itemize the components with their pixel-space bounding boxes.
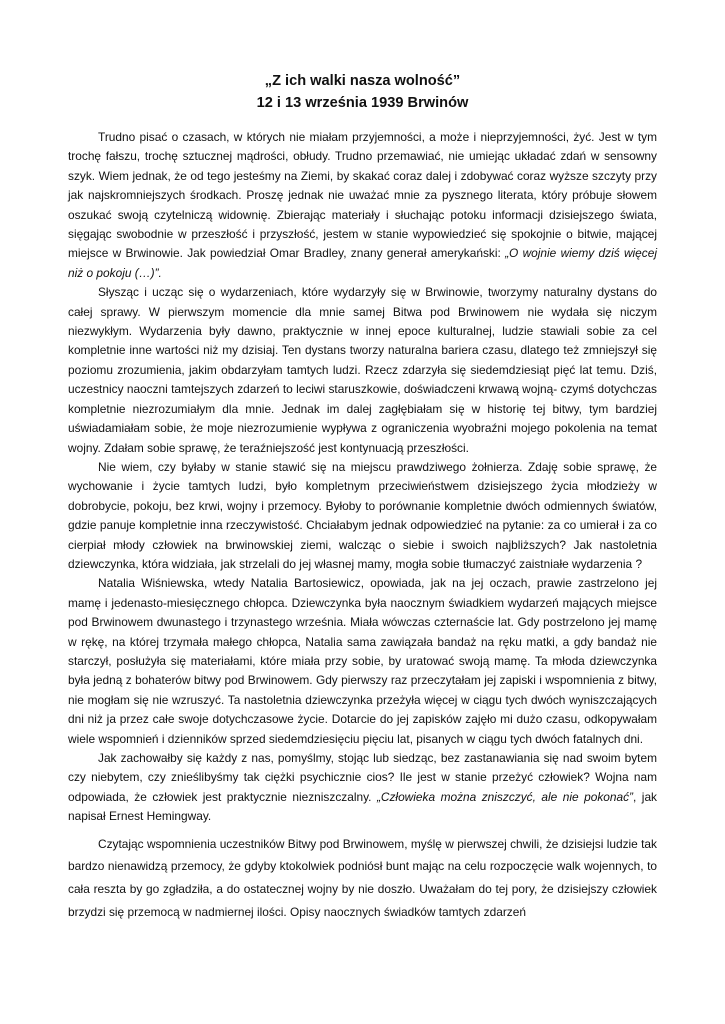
- paragraph-text: Nie wiem, czy byłaby w stanie stawić się na miejscu prawdziwego żołnierza. Zdaję sobie sprawę, że wychowanie i życie tamtych ludzi, było kompletnym przeciwieństwem dzisiejszego życia młodzieży w dobrobycie, pokoju, bez krwi, wojny i przemocy. Byłoby to porównanie kompletnie dwóch odmiennych światów, gdzie panuje kompletnie inna rzeczywistość. Chciałabym jednak odpowiedzieć na pytanie: za co umierał i za co cierpiał młody człowiek na brwinowskiej ziemi, walcząc o siebie i swoich najbliższych? Jak nastoletnia dziewczynka, która widziała, jak strzelali do jej własnej mamy, mogła sobie tłumaczyć zaistniałe wydarzenia ?: [68, 459, 657, 571]
- paragraph-text: Słysząc i ucząc się o wydarzeniach, które wydarzyły się w Brwinowie, tworzymy naturalny dystans do całej sprawy. W pierwszym momencie dla mnie samej Bitwa pod Brwinowem nie wydała się niczym niezwykłym. Wydarzenia były dawno, praktycznie w innej epoce kulturalnej, ludzie stawiali sobie za cel kompletnie inne wartości niż my dzisiaj. Ten dystans tworzy naturalna bariera czasu, dlatego też zmniejszył się poziomu zrozumienia, jakim obdarzyłam tamtych ludzi. Rzecz zdarzyła się siedemdziesiąt pięć lat temu. Dziś, uczestnicy naoczni tamtejszych zdarzeń to leciwi staruszkowie, doświadczeni krwawą wojną- czymś dotychczas kompletnie niezrozumiałym dla mnie. Jednak im dalej zagłębiałam się w historię tej bitwy, tym bardziej uświadamiałam sobie, że moje niezrozumienie wypływa z ograniczenia wyobraźni mojego pokolenia na temat wojny. Zdałam sobie sprawę, że teraźniejszość jest kontynuacją przeszłości.: [68, 285, 657, 455]
- paragraph: [68, 458, 657, 574]
- paragraph-text: Czytając wspomnienia uczestników Bitwy pod Brwinowem, myślę w pierwszej chwili, że dzisiejsi ludzie tak bardzo nienawidzą przemocy, że gdyby ktokolwiek podniósł bunt mając na celu rozpoczęcie walk wojennych, to cała reszta by go zgładziła, a do ostatecznej wojny by nie doszło. Uważałam do tej pory, że dzisiejszy człowiek brzydzi się przemocą w nadmiernej ilości. Opisy naocznych świadków tamtych zdarzeń: [68, 836, 657, 920]
- paragraph-text: Trudno pisać o czasach, w których nie miałam przyjemności, a może i nieprzyjemności, żyć. Jest w tym trochę fałszu, trochę sztucznej mądrości, obłudy. Trudno przemawiać, nie umiejąc układać zdań w sensowny szyk. Wiem jednak, że od tego jesteśmy na Ziemi, by skakać coraz dalej i zdobywać coraz wyższe szczyty przy jak najskromniejszych środkach. Proszę jednak nie uważać mnie za pysznego literata, który próbuje słowem oszukać swoją czytelniczą widownię. Zbierając materiały i słuchając potoku informacji dzisiejszego świata, sięgając swobodnie w przeszłość i przyszłość, jestem w stanie wypowiedzieć się spokojnie o bitwie, mającej miejsce w Brwinowie. Jak powiedział Omar Bradley, znany generał amerykański:: [68, 130, 657, 261]
- title-block: [68, 70, 657, 114]
- paragraph: [68, 833, 657, 924]
- paragraph: [68, 749, 657, 827]
- paragraph: [68, 128, 657, 283]
- paragraph: [68, 283, 657, 458]
- paragraph-text: Jak zachowałby się każdy z nas, pomyślmy, stojąc lub siedząc, bez zastanawiania się nad swoim bytem czy niebytem, czy znieślibyśmy tak ciężki psychicznie cios? Ile jest w stanie przeżyć człowiek? Wojna nam odpowiada, że człowiek jest praktycznie niezniszczalny.: [68, 751, 657, 804]
- paragraph-text-after: , jak napisał Ernest Hemingway.: [68, 789, 658, 824]
- quote: „Człowieka można zniszczyć, ale nie pokonać”: [376, 789, 634, 804]
- paragraph: [68, 574, 657, 749]
- body-text: [68, 128, 657, 924]
- paragraph-text: Natalia Wiśniewska, wtedy Natalia Bartosiewicz, opowiada, jak na jej oczach, prawie zastrzelono jej mamę i jedenasto-miesięcznego chłopca. Dziewczynka była naocznym świadkiem wydarzeń mających miejsce pod Brwinowem dwunastego i trzynastego września. Miała wówczas czternaście lat. Gdy postrzelono jej mamę w rękę, na której trzymała małego chłopca, Natalia sama zawiązała bandaż na ręku matki, a gdy bandaż nie starczył, posłużyła się materiałami, które miała przy sobie, by uratować swoją mamę. Ta młoda dziewczynka była jedną z bohaterów bitwy pod Brwinowem. Gdy pierwszy raz przeczytałam jej zapiski i wspomnienia z bitwy, nie mogłam się nie wzruszyć. Ta nastoletnia dziewczynka przeżyła więcej w ciągu tych dwóch wyniszczających dni niż ja przez całe swoje dotychczasowe życie. Dotarcie do jej zapisków zajęło mi dużo czasu, odkopywałam wiele wspomnień i dzienników sprzed siedemdziesięciu pięciu lat, pisanych w ciągu tych dwóch fatalnych dni.: [68, 576, 657, 746]
- page-subtitle: 12 i 13 września 1939 Brwinów: [256, 95, 469, 111]
- quote: „O wojnie wiemy dziś więcej niż o pokoju (…)”.: [68, 246, 657, 280]
- page-title: „Z ich walki nasza wolność”: [264, 73, 461, 89]
